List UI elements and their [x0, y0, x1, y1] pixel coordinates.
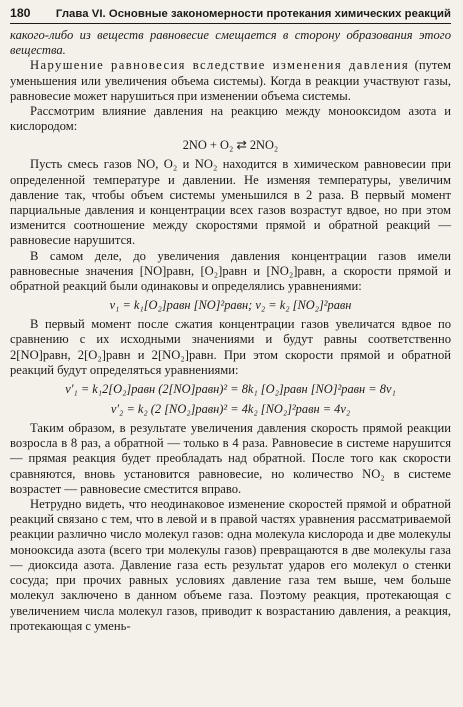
equation-reaction	[10, 137, 451, 154]
equation-reaction-text: 2NO + O₂ ⇄ 2NO₂	[182, 138, 279, 153]
equation-reverse-rate	[10, 401, 451, 418]
paragraph-2-rest: (путем уменьшения или увеличения объема системы). Когда в реакции участвуют газы, равновесие может нарушиться при изменении объема системы.	[10, 58, 451, 103]
paragraph-2	[10, 58, 451, 104]
paragraph-8: Нетрудно видеть, что неодинаковое изменение скоростей прямой и обратной реакций связано с тем, что в левой и в правой частях уравнения рассматриваемой реакции различно число молекул газов: одна молекула кислорода и две молекулы монооксида азота (всего три молекулы газов) превращаются в две молекулы газа — диоксида азота. Давление газа есть результат ударов его молекул о стенки сосуда; при прочих равных условиях давление газа тем выше, чем больше молекул заключено в данном объеме газа. Поэтому реакция, протекающая с увеличением числа молекул газов, приводит к возрастанию давления, а реакция, протекающая с умень-	[10, 497, 451, 633]
running-header	[10, 6, 451, 24]
equation-forward-rate	[10, 381, 451, 398]
paragraph-7: Таким образом, в результате увеличения давления скорость прямой реакции возросла в 8 раз, а обратной — только в 4 раза. Равновесие в системе нарушится — прямая реакция будет преобладать над обратной. После того как скорости сравняются, вновь установится равновесие, но количество NO₂ в системе возрастет — равновесие сместится вправо.	[10, 421, 451, 496]
equation-rates-text: v₁ = k₁[O₂]равн [NO]²равн; v₂ = k₂ [NO₂]²равн	[109, 298, 352, 313]
page-body	[10, 28, 451, 634]
equation-reverse-rate-text: v′₂ = k₂ (2 [NO₂]равн)² = 4k₂ [NO₂]²равн = 4v₂	[110, 402, 351, 417]
equation-rates	[10, 297, 451, 314]
running-title: Глава VI. Основные закономерности протекания химических реакций	[55, 8, 451, 20]
paragraph-5: В самом деле, до увеличения давления концентрации газов имели равновесные значения [NO]равн, [O₂]равн и [NO₂]равн, а скорости прямой и обратной реакций были одинаковы и определялись уравнениями:	[10, 248, 451, 294]
paragraph-6: В первый момент после сжатия концентрации газов увеличатся вдвое по сравнению с их исходными значениями и будут равны соответственно 2[NO]равн, 2[O₂]равн и 2[NO₂]равн. При этом скорости прямой и обратной реакций будут определяться уравнениями:	[10, 317, 451, 377]
spaced-heading: Нарушение равновесия вследствие изменения давления	[30, 58, 410, 73]
equation-forward-rate-text: v′₁ = k₁2[O₂]равн (2[NO]равн)² = 8k₁ [O₂]равн [NO]²равн = 8v₁	[65, 382, 396, 397]
paragraph-1: какого-либо из веществ равновесие смещается в сторону образования этого вещества.	[10, 28, 451, 58]
paragraph-4: Пусть смесь газов NO, O₂ и NO₂ находится в химическом равновесии при определенной температуре и давлении. Не изменяя температуры, увеличим давление так, чтобы объем системы уменьшился в 2 раза. В первый момент парциальные давления и концентрации всех газов возрастут вдвое, но при этом изменится соотношение между скоростями прямой и обратной реакций — равновесие нарушится.	[10, 157, 451, 248]
page-number: 180	[10, 6, 31, 20]
paragraph-3: Рассмотрим влияние давления на реакцию между монооксидом азота и кислородом:	[10, 104, 451, 134]
